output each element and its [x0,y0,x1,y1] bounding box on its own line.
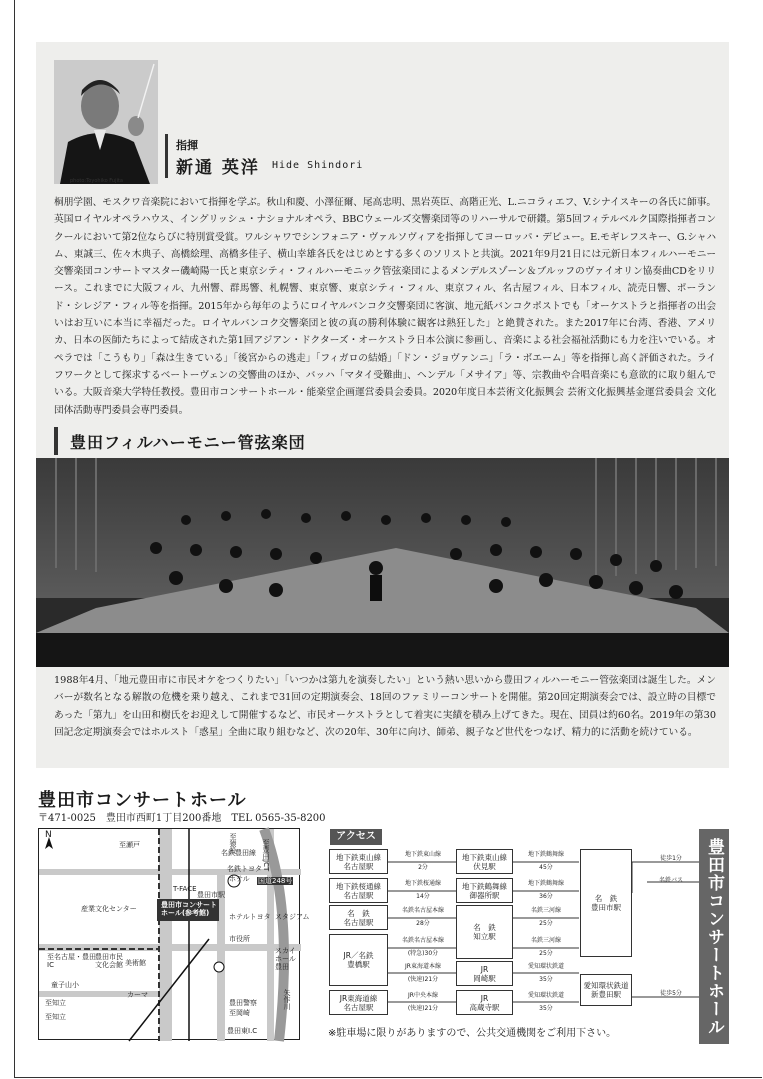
map-label-stadium: スタジアム [275,913,310,921]
route-time-2: 45分 [539,864,553,871]
route-line-2: 地下鉄鶴舞線 [527,851,564,858]
route-line-12: 愛知環状鉄道 [527,992,564,999]
route-walk-5: 徒歩5分 [660,990,682,997]
map-label-bunka-kaikan: 豊田市民文化会館 [95,953,123,969]
station-jr-kozoji: JR 高蔵寺駅 [456,990,513,1015]
route-time-9: (快速)21分 [407,976,439,983]
route-time-4: 36分 [539,893,553,900]
map-label-meitetsu-toyota: 名鉄トヨタ [227,865,262,873]
route-line-3: 地下鉄桜通線 [404,880,441,887]
route-time-12: 35分 [539,1005,553,1012]
map-label-seto: 至瀬戸 [119,841,140,849]
map-label-toyotashi-station: 豊田市駅 [197,891,225,899]
orchestra-text: 1988年4月、「地元豊田市に市民オケをつくりたい」「いつかは第九を演奏したい」という熱い思いから豊田フィルハーモニー管弦楽団は誕生した。メンバーが数名となる解散の危機を乗り越え、これまで31回の定期演奏会、18回のファミリーコンサートを開催。第20回定期演奏会では、設立時の目標であった「第九」を山田和樹氏をお迎えして開催するなど、市民オーケストラとして着実に実績を積み上げてきた。現在、団員は約60名。2019年の第30回記念定期演奏会ではホルスト「惑星」全曲に取り組むなど、次の20年、30年に向け、師弟、親子など世代をつなげ、精力的に活動を続けている。 [54,675,716,738]
map-label-tface: T-FACE [173,885,197,893]
route-line-7: 名鉄名古屋本線 [401,937,444,944]
parking-note: ※駐車場に限りがありますので、公共交通機関をご利用下さい。 [328,1028,617,1039]
route-time-5: 28分 [416,920,430,927]
station-meitetsu-chiryu: 名 鉄 知立駅 [456,905,513,959]
route-line-1: 地下鉄東山線 [404,851,441,858]
hall-title: 豊田市コンサートホール [38,790,247,811]
orchestra-accent-bar [54,427,58,455]
station-fushimi: 地下鉄東山線 伏見駅 [456,849,513,874]
conductor-name-en: Hide Shindori [272,160,364,171]
route-time-3: 14分 [416,893,430,900]
map-label-yahagi-river: 矢作川 [283,989,291,1010]
map-label-police: 豊田警察 [229,999,257,1007]
route-time-10: 35分 [539,976,553,983]
name-accent-bar [165,134,168,178]
conductor-bio: 桐朋学園、モスクワ音楽院において指揮を学ぶ。秋山和慶、小澤征爾、尾高忠明、黒岩英臣、高階正光、L.ニコラィエフ、V.シナイスキーの各氏に師事。英国ロイヤルオペラハウス、イングリッシュ・ナショナルオペラ、BBCウェールズ交響楽団等のリハーサルで研鑽。第5回フィテルベルク国際指揮者コンクールにおいて第2位ならびに特別賞受賞。ワルシャワでシンフォニア・ヴァルソヴィアを指揮してヨーロッパ・デビュー。E.モギレフスキー、G.シャハム、東誠三、佐々木典子、高橋絵理、高橋多佳子、横山幸雄各氏をはじめとする多くのソリストと共演。2021年9月21日には元新日本フィルハーモニー交響楽団コンサートマスター磯崎陽一氏と東京シティ・フィルハーモニック管弦楽団によるメンデルスゾーン＆ブルッフのヴァイオリン協奏曲CDをリリース。これまでに大阪フィル、九州響、群馬響、札幌響、東京響、東京シティ・フィル、東京フィル、名古屋フィル、日本フィル、読売日響、ポーランド・シレジア・フィル等を指揮。2015年から毎年のようにロイヤルバンコク交響楽団に客演、地元紙バンコクポストでも「オーケストラと指揮者の出会いはお互いに本当に幸福だった。ロイヤルバンコク交響楽団と彼の真の勝利体験に観客は熱狂した」と絶賛された。また2017年に台湾、香港、アメリカ、日本の医師たちによって結成された第1回アジアン・ドクターズ・オーケストラ日本公演に参画し、音楽による社会福祉活動にも力を注いでいる。オペラでは「こうもり」「森は生きている」「後宮からの逃走」「フィガロの結婚」「ドン・ジョヴァンニ」「ラ・ボエーム」等を指揮し高く評価された。ライフワークとして探求するベートーヴェンの交響曲のほか、バッハ「マタイ受難曲」、ヘンデル「メサイア」等、宗教曲や合唱音楽にも意欲的に取り組んでいる。大阪音楽大学特任教授。豊田市コンサートホール・能楽堂企画運営委員会委員。2020年度日本芸術文化振興会 芸術文化振興基金運営委員会 文化団体活動専門委員会専門委員。 [54,197,716,416]
route-time-11: (快速)21分 [407,1005,439,1012]
map-label-chiryu: 至知立 [45,999,66,1007]
route-line-10: 愛知環状鉄道 [527,963,564,970]
route-time-1: 2分 [418,864,428,871]
map-label-toyota-ic: 至名古屋・豊田IC [47,953,96,969]
map-label-museum: 美術館 [125,959,146,967]
map-label-city-hall: 市役所 [229,935,250,943]
route-time-7: (特急)30分 [407,950,439,957]
route-line-9: JR東海道本線 [405,963,441,970]
conductor-role: 指揮 [176,139,198,152]
map-label-hotel: ホテル [229,875,250,883]
route-line-6: 名鉄三河線 [530,907,561,914]
map-label-elementary: 童子山小 [51,981,79,989]
conductor-name-jp: 新通 英洋 [176,158,260,178]
route-walk-1: 徒歩1分 [660,855,682,862]
map-label-toyota-higashi-ic: 豊田東I.C [227,1027,258,1035]
map-label-route248: 国道248号 [258,877,293,885]
access-tab: アクセス [330,829,382,845]
map-label-chiryu-2: 至知立 [45,1013,66,1021]
map-label-concert-hall: 豊田市コンサートホール(参考館) [161,901,217,917]
map-label-okazaki: 至岡崎 [229,1009,250,1017]
route-line-5: 名鉄名古屋本線 [401,907,444,914]
station-meitetsu-nagoya: 名 鉄 名古屋駅 [329,905,388,930]
map-label-toyota-jct: 至豊田JCT [262,839,270,872]
map-label-karma: カーマ [127,991,148,999]
map-label-hotel-toyota: ホテルトヨタ [229,913,271,921]
north-label: N [45,830,52,840]
route-time-6: 25分 [539,920,553,927]
station-meitetsu-toyotashi: 名 鉄 豊田市駅 [580,849,632,957]
hall-address: 〒471-0025 豊田市西町1丁目200番地 TEL 0565-35-8200 [38,813,326,824]
station-shintoyota: 愛知環状鉄道 新豊田駅 [580,974,632,1006]
map-label-skyhall: スカイホール豊田 [275,947,296,971]
station-gokiso: 地下鉄鶴舞線 御器所駅 [456,878,513,903]
station-jr-okazaki: JR 岡崎駅 [456,961,513,986]
destination-label: 豊田市コンサートホール [699,829,729,1044]
route-line-8: 名鉄三河線 [530,937,561,944]
conductor-portrait [54,60,158,184]
station-sakuradori-nagoya: 地下鉄桜通線 名古屋駅 [329,878,388,903]
photo-credit: photo:Toyohiko Fujita [70,178,123,184]
route-line-11: JR中央本線 [408,992,438,999]
station-higashiyama-nagoya: 地下鉄東山線 名古屋駅 [329,849,388,874]
map-label-meitetsu-line: 名鉄豊田線 [221,849,256,857]
route-line-4: 地下鉄鶴舞線 [527,880,564,887]
orchestra-title: 豊田フィルハーモニー管弦楽団 [70,433,306,452]
orchestra-photo [36,458,729,667]
map-label-culture-center: 産業文化センター [81,905,137,913]
map-label-sanage: 至猿投 [229,833,237,854]
access-map [38,828,310,1040]
station-toyohashi: JR／名鉄 豊橋駅 [329,934,388,986]
station-jr-nagoya: JR東海道線 名古屋駅 [329,990,388,1015]
route-bus: 名鉄バス [658,877,683,884]
route-time-8: 25分 [539,950,553,957]
